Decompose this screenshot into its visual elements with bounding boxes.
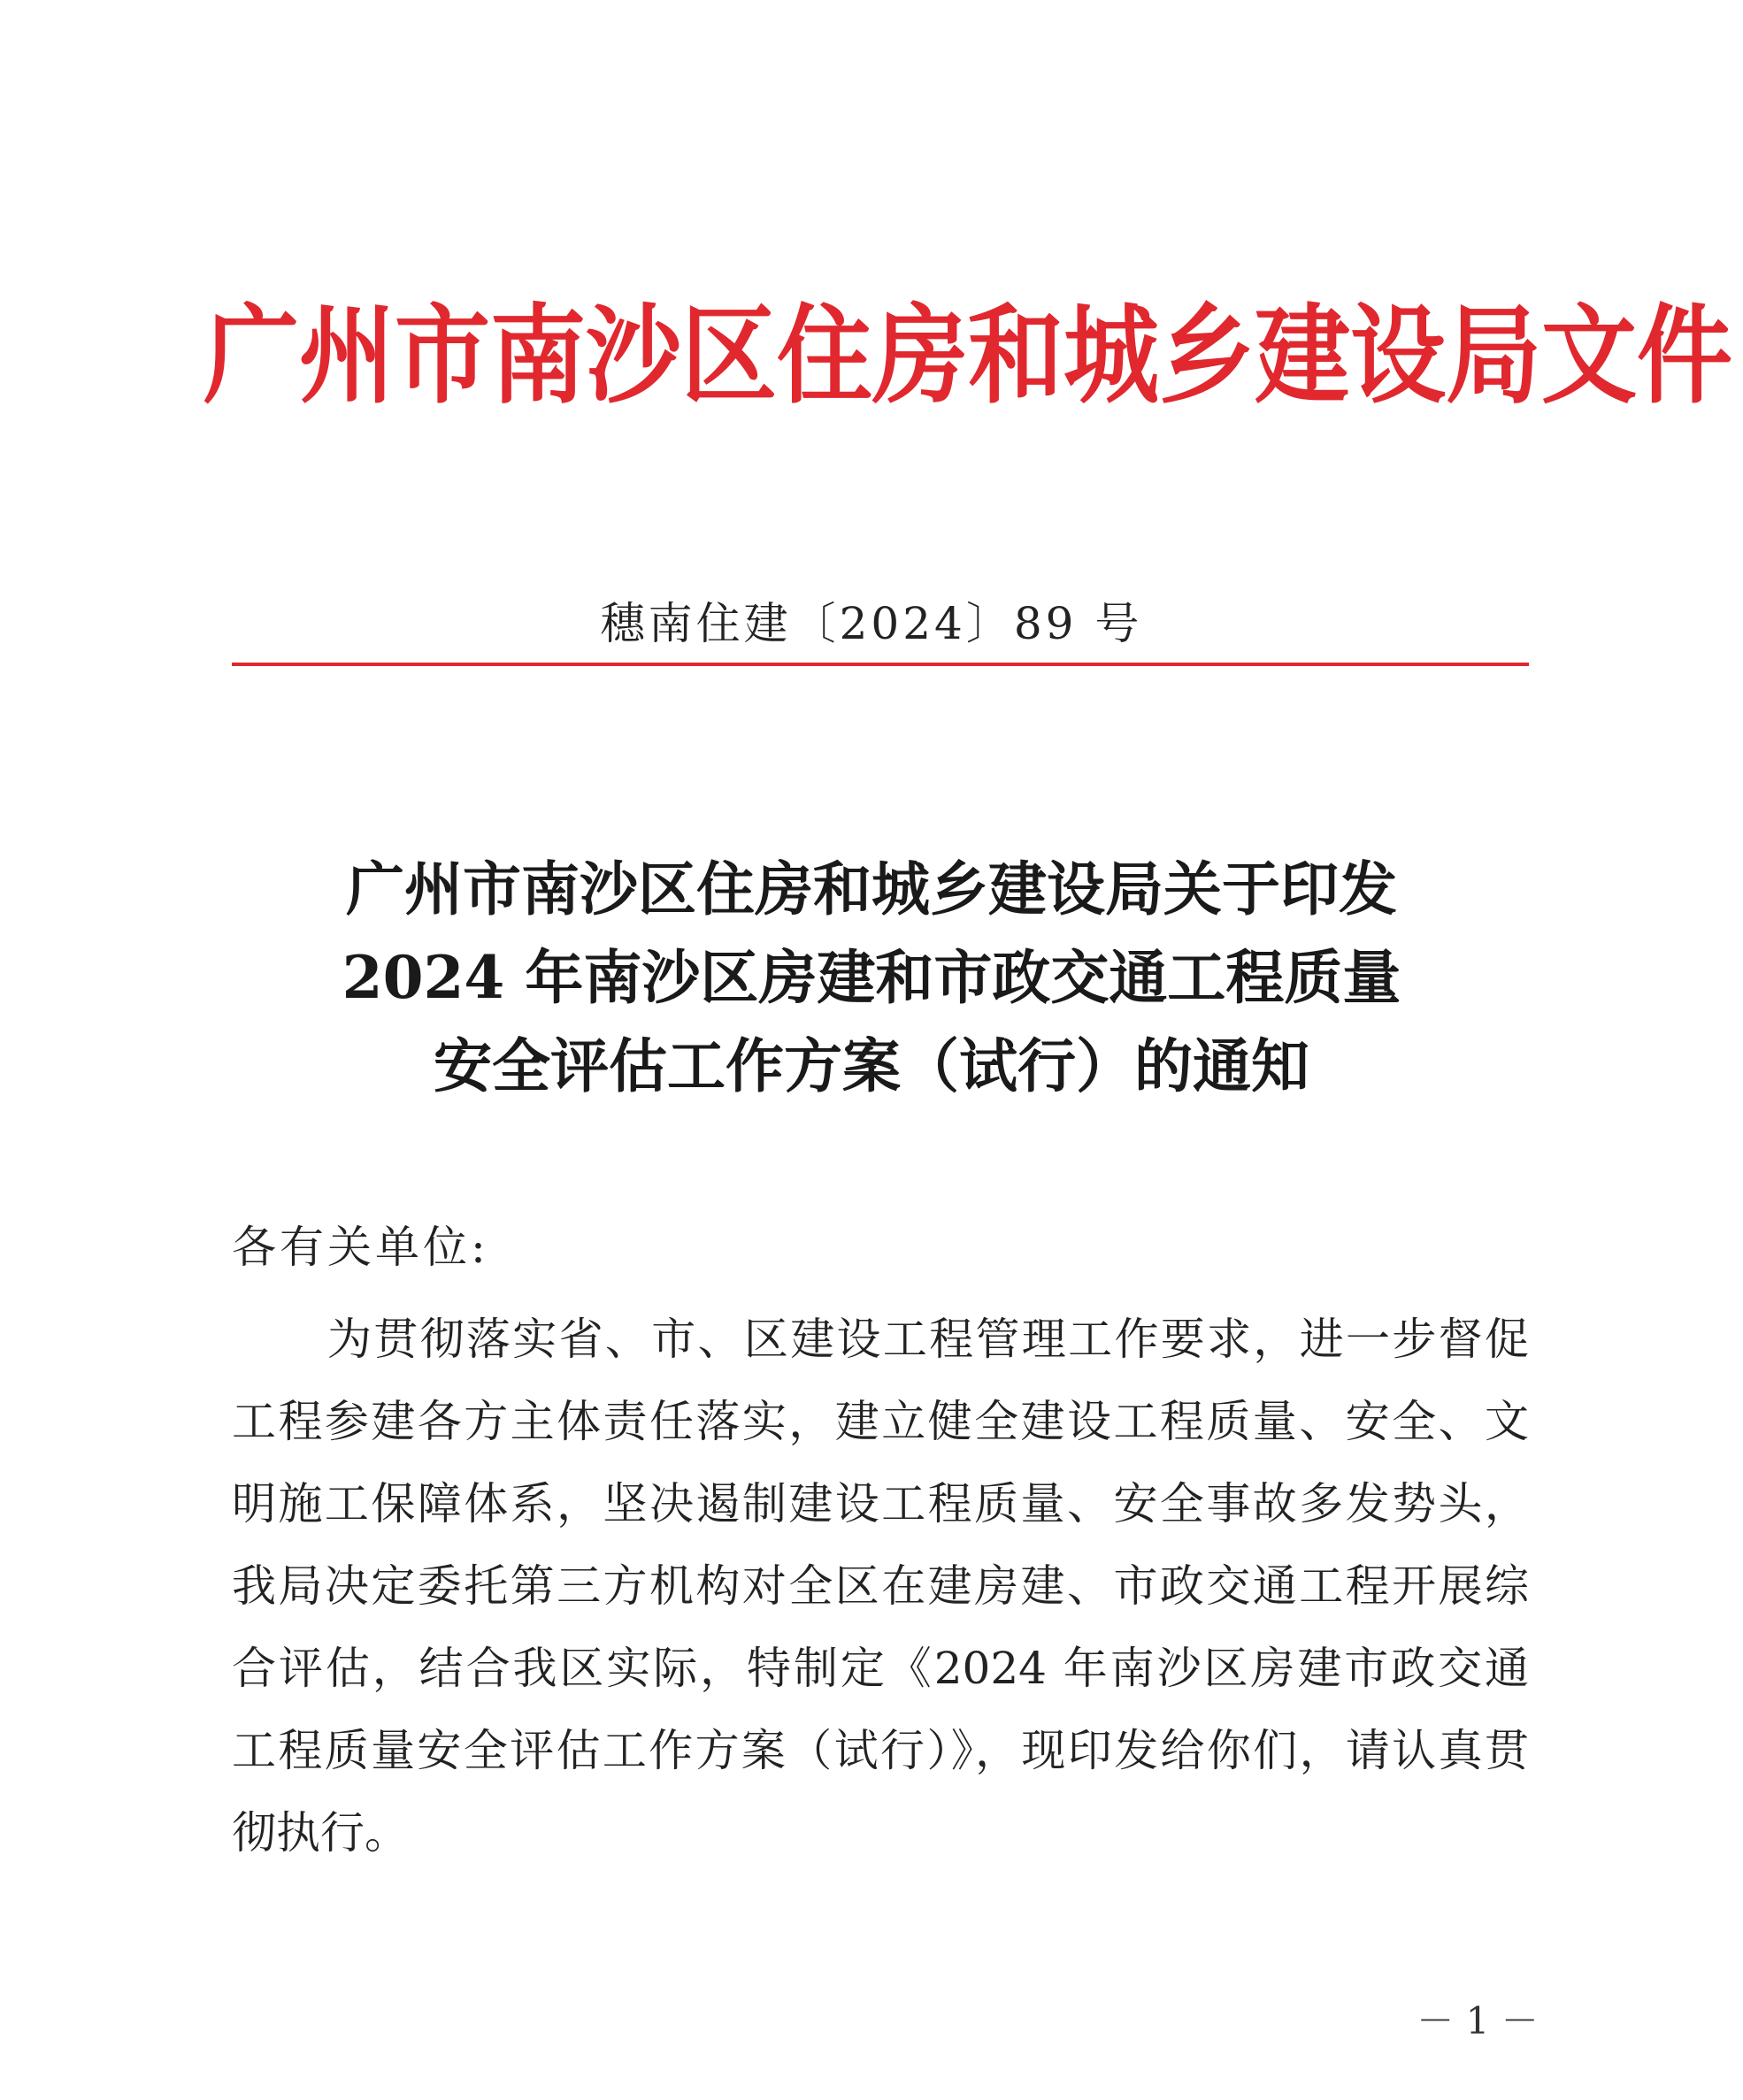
body-paragraph: [232, 1299, 1529, 1874]
body-line-1: 为贯彻落实省、市、区建设工程管理工作要求，进一步督促: [327, 1314, 1529, 1365]
notice-title: [0, 845, 1743, 1110]
masthead-title: 广州市南沙区住房和城乡建设局文件: [203, 294, 1733, 419]
body-line-2: 工程参建各方主体责任落实，建立健全建设工程质量、安全、文: [232, 1396, 1529, 1447]
body-line-6: 工程质量安全评估工作方案（试行）》，现印发给你们，请认真贯: [232, 1725, 1529, 1776]
red-divider-line: [232, 663, 1529, 666]
notice-title-line-1: 广州市南沙区住房和城乡建设局关于印发: [346, 855, 1397, 924]
body-line-3: 明施工保障体系，坚决遏制建设工程质量、安全事故多发势头，: [232, 1478, 1529, 1529]
body-line-4: 我局决定委托第三方机构对全区在建房建、市政交通工程开展综: [232, 1560, 1529, 1612]
document-number: 穗南住建〔2024〕89 号: [600, 598, 1143, 649]
page-number: － 1 －: [1417, 1999, 1539, 2043]
notice-title-line-3: 安全评估工作方案（试行）的通知: [434, 1031, 1309, 1100]
body-line-5: 合评估，结合我区实际，特制定《2024 年南沙区房建市政交通: [232, 1643, 1529, 1694]
body-line-7: 彻执行。: [232, 1807, 409, 1859]
notice-title-line-2: 2024 年南沙区房建和市政交通工程质量: [342, 943, 1401, 1012]
salutation: 各有关单位:: [232, 1222, 489, 1273]
